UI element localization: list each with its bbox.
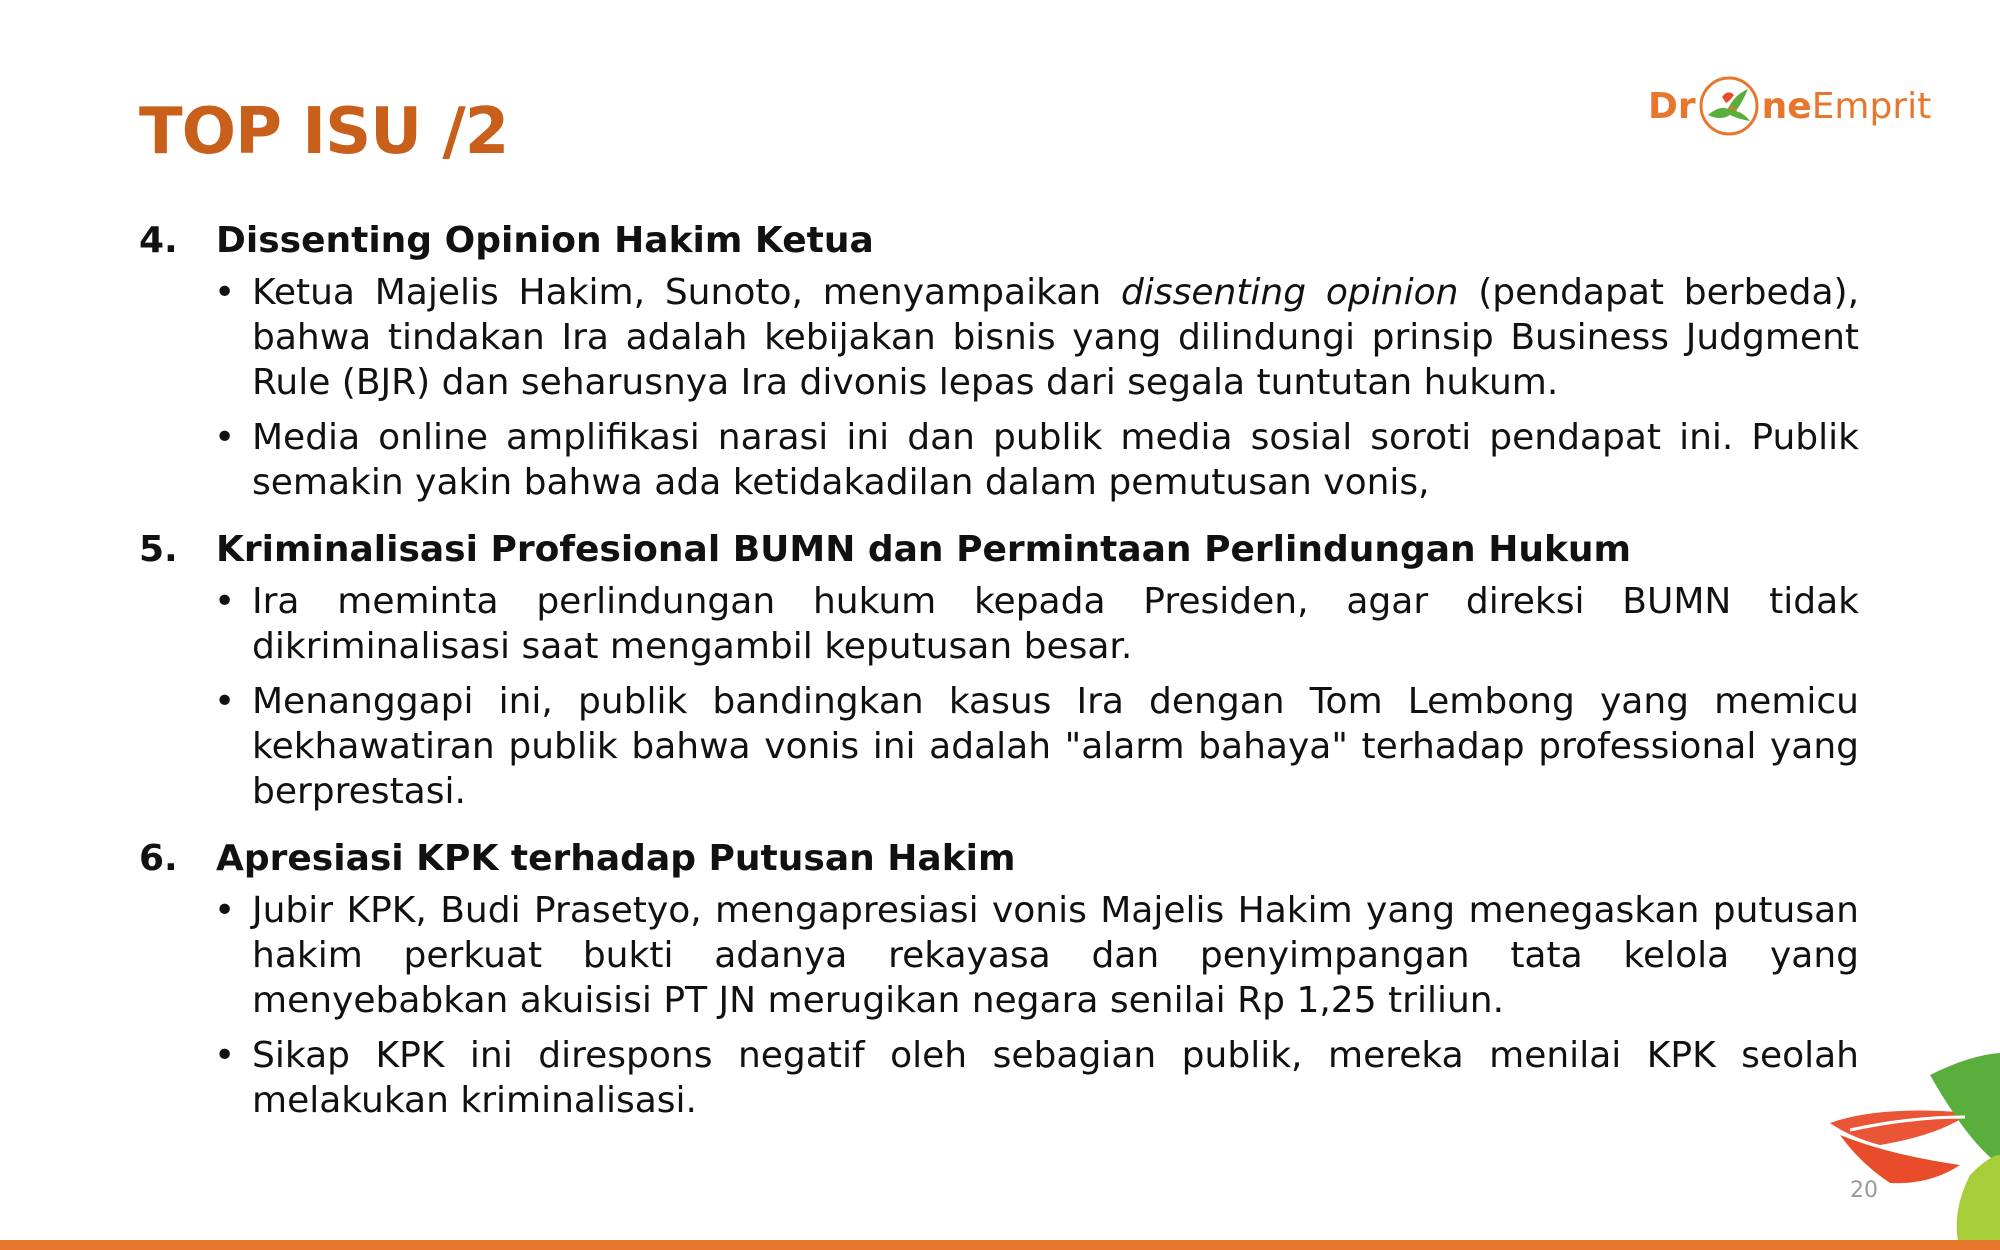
bullet-item bbox=[214, 579, 1859, 669]
issue-number: 4. bbox=[139, 220, 178, 261]
bullet-text: Sikap KPK ini direspons negatif oleh sebagian publik, mereka menilai KPK seolah melakukan kriminalisasi. bbox=[252, 1035, 1859, 1121]
bottom-accent-bar bbox=[0, 1240, 2000, 1250]
bullet-item bbox=[214, 679, 1859, 814]
bullet-icon: • bbox=[214, 681, 236, 722]
corner-decoration-icon bbox=[1820, 1045, 2000, 1250]
bullet-icon: • bbox=[214, 417, 236, 458]
bullet-icon: • bbox=[214, 890, 236, 931]
bullet-text: Jubir KPK, Budi Prasetyo, mengapresiasi vonis Majelis Hakim yang menegaskan putusan hakim perkuat bukti adanya rekayasa dan penyimpangan tata kelola yang menyebabkan akuisisi PT JN merugikan negara senilai Rp 1,25 triliun. bbox=[252, 890, 1859, 1021]
issue-title: Dissenting Opinion Hakim Ketua bbox=[216, 220, 874, 261]
bullet-text-part: Ketua Majelis Hakim, Sunoto, menyampaikan bbox=[252, 272, 1121, 313]
bullet-item bbox=[214, 888, 1859, 1023]
bullet-text: Ira meminta perlindungan hukum kepada Presiden, agar direksi BUMN tidak dikriminalisasi saat mengambil keputusan besar. bbox=[252, 581, 1859, 667]
issue-heading bbox=[139, 523, 1859, 577]
slide-title: TOP ISU /2 bbox=[139, 95, 509, 169]
bullet-list bbox=[139, 888, 1859, 1123]
issue-heading bbox=[139, 214, 1859, 268]
issue-number: 6. bbox=[139, 838, 178, 879]
bullet-icon: • bbox=[214, 581, 236, 622]
issue-item-4 bbox=[139, 214, 1859, 505]
logo-text-emprit: Emprit bbox=[1811, 85, 1932, 127]
logo-text-ne: ne bbox=[1761, 85, 1812, 127]
bullet-text: Media online amplifikasi narasi ini dan publik media sosial soroti pendapat ini. Publik semakin yakin bahwa ada ketidakadilan dalam pemutusan vonis, bbox=[252, 417, 1859, 503]
bullet-icon: • bbox=[214, 1035, 236, 1076]
issue-heading bbox=[139, 832, 1859, 886]
drone-bird-icon bbox=[1698, 75, 1760, 137]
bullet-list bbox=[139, 270, 1859, 505]
logo-text-dr: Dr bbox=[1648, 85, 1696, 127]
bullet-text-part: (pendapat berbeda), bahwa tindakan Ira adalah kebijakan bisnis yang dilindungi prinsip Business Judgment Rule (BJR) dan seharusnya Ira divonis lepas dari segala tuntutan hukum. bbox=[252, 272, 1860, 403]
bullet-emphasis: dissenting opinion bbox=[1120, 272, 1459, 313]
issue-title: Kriminalisasi Profesional BUMN dan Permintaan Perlindungan Hukum bbox=[216, 529, 1632, 570]
bullet-icon: • bbox=[214, 272, 236, 313]
drone-emprit-logo bbox=[1648, 70, 1931, 142]
page-number: 20 bbox=[1850, 1178, 1878, 1203]
issue-title: Apresiasi KPK terhadap Putusan Hakim bbox=[216, 838, 1016, 879]
issue-list bbox=[139, 214, 1859, 1133]
bullet-list bbox=[139, 579, 1859, 814]
bullet-item bbox=[214, 1033, 1859, 1123]
bullet-item bbox=[214, 415, 1859, 505]
bullet-text: Menanggapi ini, publik bandingkan kasus Ira dengan Tom Lembong yang memicu kekhawatiran publik bahwa vonis ini adalah "alarm bahaya" terhadap professional yang berprestasi. bbox=[252, 681, 1859, 812]
bullet-text bbox=[252, 270, 1859, 405]
issue-item-5 bbox=[139, 523, 1859, 814]
bullet-item bbox=[214, 270, 1859, 405]
issue-number: 5. bbox=[139, 529, 178, 570]
issue-item-6 bbox=[139, 832, 1859, 1123]
